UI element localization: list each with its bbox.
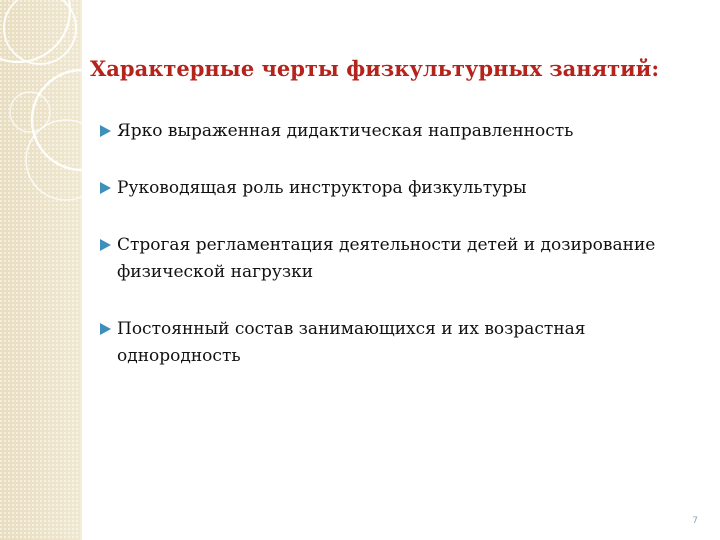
list-item <box>100 316 680 370</box>
list-item <box>100 118 680 145</box>
bullet-list <box>100 118 680 370</box>
list-item-text: Руководящая роль инструктора физкультуры <box>117 178 527 198</box>
triangle-bullet-icon <box>100 239 111 251</box>
list-item <box>100 232 680 286</box>
triangle-bullet-icon <box>100 125 111 137</box>
list-item-text: Постоянный состав занимающихся и их возрастная однородность <box>117 319 586 366</box>
list-item-text: Строгая регламентация деятельности детей и дозирование физической нагрузки <box>117 235 656 282</box>
list-item-text: Ярко выраженная дидактическая направленность <box>117 121 574 141</box>
list-item <box>100 175 680 202</box>
page-number: 7 <box>692 516 698 526</box>
triangle-bullet-icon <box>100 182 111 194</box>
slide-title: Характерные черты физкультурных занятий: <box>90 56 660 81</box>
triangle-bullet-icon <box>100 323 111 335</box>
